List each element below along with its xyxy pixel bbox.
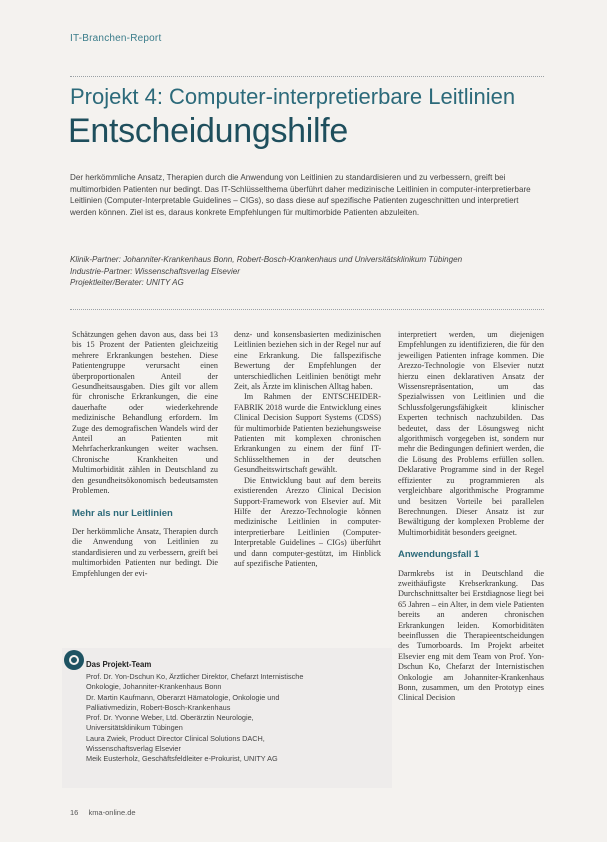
publication-name: kma-online.de (88, 808, 136, 817)
paragraph: Schätzungen gehen davon aus, dass bei 13 bis 15 Prozent der Patienten gleichzeitig mehrere Erkrankungen bestehen. Diese Patientengruppe verursacht einen überproportionalen Anteil der Gesundheitsausgaben. Dies gilt vor allem für chronische Erkrankungen, die eine dauerhafte oder wiederkehrende medizinische Behandlung erfordern. Im Zuge des demografischen Wandels wird der Anteil an Patienten mit Mehrfacherkrankungen weiter wachsen. Chronische Krankheiten und Multimorbidität zählen in Deutschland zu den gesundheitsökonomisch bedeutsamsten Problemen. (72, 330, 218, 496)
credit-project-lead: Projektleiter/Berater: UNITY AG (70, 278, 184, 288)
page-footer (70, 808, 136, 817)
paragraph: Darmkrebs ist in Deutschland die zweithäufigste Krebserkrankung. Das Durchschnittsalter bei Erstdiagnose liegt bei 65 Jahren – ein Alter, in dem viele Patienten bereits an anderen chronischen Erkrankungen leiden. Komorbiditäten beeinflussen die Therapieentscheidungen des Tumorboards. Im Projekt arbeitet Elsevier eng mit dem Team von Prof. Yon-Dschun Ko, Chefarzt der Internistischen Onkologie am Johanniter-Krankenhaus Bonn, zusammen, um den Prototyp eines Clinical Decision (398, 568, 544, 703)
credit-clinic-partner: Klinik-Partner: Johanniter-Krankenhaus Bonn, Robert-Bosch-Krankenhaus und Universitätsklinikum Tübingen (70, 255, 463, 264)
body-column-3 (398, 330, 544, 704)
paragraph: Der herkömmliche Ansatz, Therapien durch die Anwendung von Leitlinien zu standardisieren und zu verbessern, greift bei multimorbiden Patienten nur bedingt. Die Empfehlungen der evi- (72, 526, 218, 578)
paragraph: denz- und konsensbasierten medizinischen Leitlinien beziehen sich in der Regel nur auf eine Erkrankung. Die fallspezifische Bewertung der Empfehlungen der unterschiedlichen Leitlinien benötigt mehr Zeit, als Ärzte im klinischen Alltag haben. (234, 330, 381, 392)
page-number: 16 (70, 808, 79, 817)
team-logo-icon (64, 650, 84, 670)
body-column-1 (72, 330, 218, 579)
paragraph: Im Rahmen der ENTSCHEIDER-FABRIK 2018 wurde die Entwicklung eines Clinical Decision Support Systems (CDSS) für multimorbide Patienten beziehungsweise Patienten mit komplexen chronischen Erkrankungen zu einem der fünf IT-Schlüsselthemen in der deutschen Gesundheitswirtschaft gewählt. (234, 392, 381, 475)
team-member-line: Prof. Dr. Yvonne Weber, Ltd. Oberärztin Neurologie, (86, 713, 254, 723)
project-credits (70, 254, 540, 289)
team-member-line: Dr. Martin Kaufmann, Oberarzt Hämatologie, Onkologie und (86, 692, 280, 702)
article-title: Entscheidungshilfe (68, 112, 349, 150)
team-member-line: Meik Eusterholz, Geschäftsfeldleiter e-Prokurist, UNITY AG (86, 754, 278, 764)
team-member-line: Laura Zwiek, Product Director Clinical Solutions DACH, (86, 733, 265, 743)
credit-industry-partner: Industrie-Partner: Wissenschaftsverlag Elsevier (70, 266, 240, 276)
team-member-line: Palliativmedizin, Robert-Bosch-Krankenhaus (86, 702, 231, 712)
top-divider (70, 76, 544, 77)
team-member-line: Prof. Dr. Yon-Dschun Ko, Ärztlicher Direktor, Chefarzt Internistische (86, 672, 304, 681)
team-member-line: Universitätsklinikum Tübingen (86, 723, 183, 733)
body-column-2 (234, 330, 381, 569)
mid-divider (70, 309, 544, 310)
team-member-line: Wissenschaftsverlag Elsevier (86, 744, 181, 754)
paragraph: Die Entwicklung baut auf dem bereits existierenden Arezzo Clinical Decision Support-Framework von Elsevier auf. Mit Hilfe der Arezzo-Technologie können medizinische Leitlinien in computer-interpretierbare Leitlinien (Computer-Interpretable Guidelines – CIGs) überführt und dann computer-gestützt, im Hinblick auf spezifische Patienten, (234, 475, 381, 568)
subheading: Anwendungsfall 1 (398, 549, 480, 561)
article-intro: Der herkömmliche Ansatz, Therapien durch die Anwendung von Leitlinien zu standardisieren und zu verbessern, greift bei multimorbiden Patienten nur bedingt. Das IT-Schlüsselthema überführt daher medizinische Leitlinien in computer-interpretierbare Leitlinien (Computer-Interpretable Guidelines – CIGs), so dass diese auf spezifische Patienten zugeschnitten und interpretiert werden können. Ziel ist es, daraus konkrete Empfehlungen für multimorbide Patienten abzuleiten. (70, 173, 531, 217)
article-kicker: Projekt 4: Computer-interpretierbare Leitlinien (70, 84, 516, 109)
subheading: Mehr als nur Leitlinien (72, 507, 173, 519)
team-member-line: Onkologie, Johanniter-Krankenhaus Bonn (86, 682, 222, 692)
section-label: IT-Branchen-Report (70, 33, 162, 44)
team-title: Das Projekt-Team (86, 660, 152, 669)
paragraph: interpretiert werden, um diejenigen Empfehlungen zu identifizieren, die für den jeweiligen Patienten infrage kommen. Die Arezzo-Technologie von Elsevier nutzt hierzu einen deklarativen Ansatz der Wissensrepräsentation, um das Spezialwissen von Leitlinien und die Schlussfolgerungsfähigkeit klinischer Experten technisch nachzubilden. Das bedeutet, dass der Lösungsweg nicht algorithmisch vorgegeben ist, sondern nur mehr die Bedingungen definiert werden, die die Lösung des Problems erfüllen sollen. Deklarative Programme sind in der Regel effizienter zu programmieren als vergleichbare algorithmische Programme und besitzen Vorteile bei parallelen Berechnungen. Dieser Ansatz ist zur Bewältigung der komplexen Probleme der Multimorbidität besonders geeignet. (398, 330, 544, 537)
team-member-list (86, 672, 386, 765)
